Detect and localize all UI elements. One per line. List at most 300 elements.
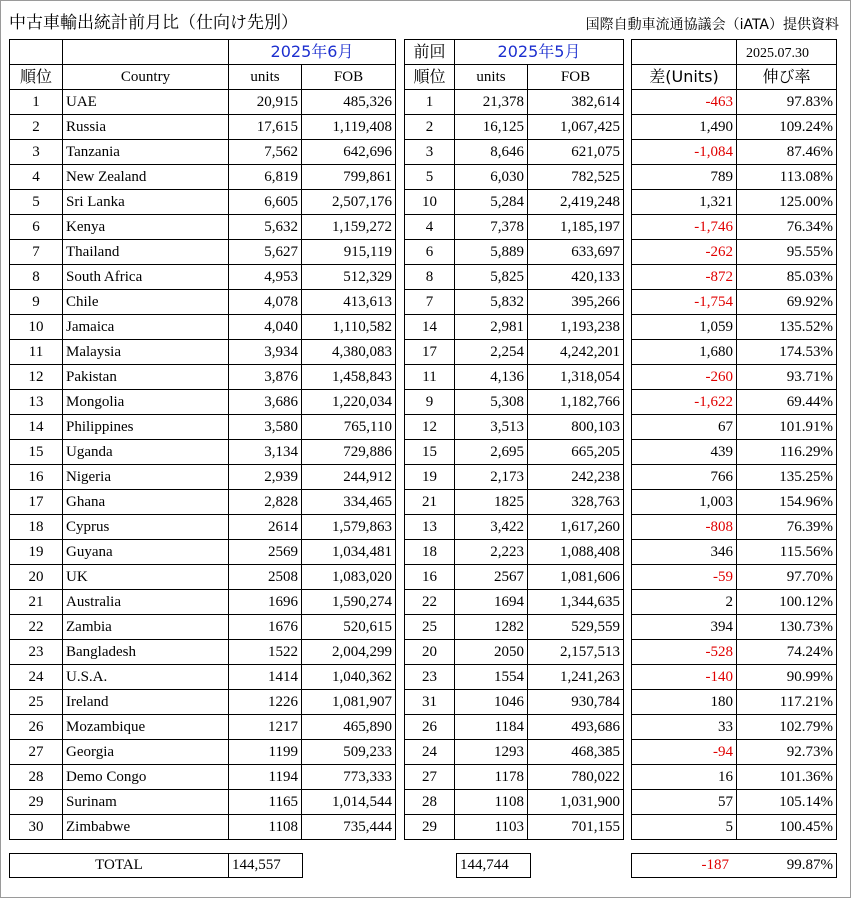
growth-cell: 76.34% <box>737 215 837 240</box>
units-cell: 6,605 <box>229 190 302 215</box>
table-row <box>405 815 624 840</box>
prev-rank-cell: 29 <box>405 815 455 840</box>
prev-rank-cell: 17 <box>405 340 455 365</box>
units-cell: 3,686 <box>229 390 302 415</box>
fob-cell: 485,326 <box>302 90 396 115</box>
prev-units-cell: 5,832 <box>455 290 528 315</box>
diff-cell: -528 <box>632 640 737 665</box>
current-period-header: 2025年6月 <box>229 40 396 65</box>
table-row <box>405 515 624 540</box>
prev-rank-cell: 10 <box>405 190 455 215</box>
prev-rank-cell: 4 <box>405 215 455 240</box>
growth-cell: 69.44% <box>737 390 837 415</box>
country-cell: UK <box>63 565 229 590</box>
fob-cell: 729,886 <box>302 440 396 465</box>
prev-units-cell: 1178 <box>455 765 528 790</box>
previous-month-rows <box>405 90 624 840</box>
country-cell: Philippines <box>63 415 229 440</box>
table-row <box>405 490 624 515</box>
table-row <box>405 215 624 240</box>
table-row <box>10 815 396 840</box>
total-growth: 99.87% <box>786 857 833 873</box>
units-cell: 1194 <box>229 765 302 790</box>
country-cell: Uganda <box>63 440 229 465</box>
table-row <box>10 665 396 690</box>
table-row <box>632 490 837 515</box>
prev-rank-cell: 2 <box>405 115 455 140</box>
prev-rank-cell: 13 <box>405 515 455 540</box>
diff-cell: 439 <box>632 440 737 465</box>
country-cell: Thailand <box>63 240 229 265</box>
prev-units-cell: 2,223 <box>455 540 528 565</box>
table-row <box>10 590 396 615</box>
table-row <box>10 190 396 215</box>
current-month-rows <box>10 90 396 840</box>
table-row <box>632 140 837 165</box>
table-row <box>10 740 396 765</box>
growth-cell: 113.08% <box>737 165 837 190</box>
country-header: Country <box>63 65 229 90</box>
table-row <box>405 290 624 315</box>
table-row <box>10 365 396 390</box>
prev-fob-cell: 2,157,513 <box>528 640 624 665</box>
prev-fob-cell: 1,344,635 <box>528 590 624 615</box>
diff-cell: 789 <box>632 165 737 190</box>
table-row <box>10 215 396 240</box>
prev-units-cell: 1825 <box>455 490 528 515</box>
growth-cell: 97.70% <box>737 565 837 590</box>
total-units: 144,557 <box>228 853 303 878</box>
prev-rank-cell: 25 <box>405 615 455 640</box>
prev-fob-cell: 930,784 <box>528 690 624 715</box>
units-cell: 1414 <box>229 665 302 690</box>
prev-fob-cell: 1,081,606 <box>528 565 624 590</box>
table-row <box>632 765 837 790</box>
prev-units-cell: 1103 <box>455 815 528 840</box>
units-cell: 1226 <box>229 690 302 715</box>
current-month-table <box>9 39 396 840</box>
fob-cell: 1,083,020 <box>302 565 396 590</box>
prev-units-cell: 1046 <box>455 690 528 715</box>
units-cell: 4,078 <box>229 290 302 315</box>
fob-cell: 512,329 <box>302 265 396 290</box>
prev-rank-cell: 22 <box>405 590 455 615</box>
prev-units-cell: 1554 <box>455 665 528 690</box>
prev-rank-cell: 23 <box>405 665 455 690</box>
table-row <box>10 90 396 115</box>
table-row <box>10 615 396 640</box>
table-row <box>405 140 624 165</box>
growth-cell: 87.46% <box>737 140 837 165</box>
table-row <box>632 540 837 565</box>
growth-cell: 92.73% <box>737 740 837 765</box>
table-row <box>405 615 624 640</box>
diff-cell: 394 <box>632 615 737 640</box>
table-row <box>405 790 624 815</box>
table-row <box>632 290 837 315</box>
total-diff: -187 <box>701 857 729 873</box>
growth-header: 伸び率 <box>737 65 837 90</box>
diff-cell: -94 <box>632 740 737 765</box>
total-comparison-box <box>631 853 837 878</box>
units-cell: 5,632 <box>229 215 302 240</box>
units-cell: 1165 <box>229 790 302 815</box>
rank-cell: 29 <box>10 790 63 815</box>
units-cell: 1696 <box>229 590 302 615</box>
growth-cell: 76.39% <box>737 515 837 540</box>
table-row <box>405 115 624 140</box>
rank-cell: 16 <box>10 465 63 490</box>
table-row <box>10 565 396 590</box>
blank-header-cell <box>63 40 229 65</box>
prev-units-cell: 4,136 <box>455 365 528 390</box>
comparison-table <box>631 39 837 840</box>
prev-fob-cell: 665,205 <box>528 440 624 465</box>
table-row <box>632 690 837 715</box>
table-row <box>632 165 837 190</box>
table-row <box>632 115 837 140</box>
table-row <box>405 740 624 765</box>
table-row <box>405 590 624 615</box>
prev-rank-cell: 8 <box>405 265 455 290</box>
country-cell: Nigeria <box>63 465 229 490</box>
units-cell: 1199 <box>229 740 302 765</box>
country-cell: Zambia <box>63 615 229 640</box>
prev-fob-cell: 382,614 <box>528 90 624 115</box>
table-row <box>405 190 624 215</box>
country-cell: Demo Congo <box>63 765 229 790</box>
country-cell: Kenya <box>63 215 229 240</box>
table-row <box>10 690 396 715</box>
diff-cell: 16 <box>632 765 737 790</box>
country-cell: Cyprus <box>63 515 229 540</box>
rank-cell: 25 <box>10 690 63 715</box>
diff-header: 差(Units) <box>632 65 737 90</box>
prev-rank-cell: 7 <box>405 290 455 315</box>
units-cell: 1522 <box>229 640 302 665</box>
table-row <box>632 215 837 240</box>
country-cell: Zimbabwe <box>63 815 229 840</box>
prev-units-cell: 21,378 <box>455 90 528 115</box>
table-row <box>10 165 396 190</box>
prev-rank-cell: 18 <box>405 540 455 565</box>
fob-cell: 1,110,582 <box>302 315 396 340</box>
table-row <box>405 640 624 665</box>
growth-cell: 117.21% <box>737 690 837 715</box>
units-cell: 17,615 <box>229 115 302 140</box>
table-row <box>405 240 624 265</box>
growth-cell: 102.79% <box>737 715 837 740</box>
rank-cell: 17 <box>10 490 63 515</box>
prev-fob-cell: 468,385 <box>528 740 624 765</box>
table-row <box>10 440 396 465</box>
prev-units-cell: 5,889 <box>455 240 528 265</box>
table-row <box>405 415 624 440</box>
prev-fob-cell: 782,525 <box>528 165 624 190</box>
units-cell: 1676 <box>229 615 302 640</box>
table-row <box>405 390 624 415</box>
prev-rank-cell: 9 <box>405 390 455 415</box>
prev-fob-cell: 328,763 <box>528 490 624 515</box>
prev-units-cell: 2567 <box>455 565 528 590</box>
rank-cell: 2 <box>10 115 63 140</box>
prev-units-cell: 1108 <box>455 790 528 815</box>
diff-cell: 1,003 <box>632 490 737 515</box>
fob-cell: 735,444 <box>302 815 396 840</box>
prev-rank-cell: 12 <box>405 415 455 440</box>
table-row <box>405 715 624 740</box>
rank-cell: 12 <box>10 365 63 390</box>
rank-cell: 26 <box>10 715 63 740</box>
table-row <box>632 615 837 640</box>
table-row <box>405 540 624 565</box>
rank-cell: 9 <box>10 290 63 315</box>
prev-units-cell: 8,646 <box>455 140 528 165</box>
table-row <box>10 540 396 565</box>
diff-cell: 1,321 <box>632 190 737 215</box>
rank-cell: 30 <box>10 815 63 840</box>
table-row <box>10 390 396 415</box>
units-cell: 6,819 <box>229 165 302 190</box>
prev-units-cell: 2,981 <box>455 315 528 340</box>
growth-cell: 93.71% <box>737 365 837 390</box>
table-row <box>405 315 624 340</box>
fob-cell: 1,458,843 <box>302 365 396 390</box>
table-row <box>632 465 837 490</box>
fob-cell: 1,081,907 <box>302 690 396 715</box>
diff-cell: -59 <box>632 565 737 590</box>
fob-cell: 1,590,274 <box>302 590 396 615</box>
table-row <box>632 590 837 615</box>
table-row <box>632 240 837 265</box>
prev-rank-cell: 11 <box>405 365 455 390</box>
diff-cell: 67 <box>632 415 737 440</box>
table-row <box>632 190 837 215</box>
prev-fob-cell: 780,022 <box>528 765 624 790</box>
rank-cell: 13 <box>10 390 63 415</box>
rank-cell: 23 <box>10 640 63 665</box>
country-cell: Mozambique <box>63 715 229 740</box>
country-cell: Mongolia <box>63 390 229 415</box>
fob-cell: 1,040,362 <box>302 665 396 690</box>
fob-cell: 915,119 <box>302 240 396 265</box>
diff-cell: -1,622 <box>632 390 737 415</box>
country-cell: Malaysia <box>63 340 229 365</box>
rank-cell: 22 <box>10 615 63 640</box>
growth-cell: 90.99% <box>737 665 837 690</box>
table-row <box>632 815 837 840</box>
growth-cell: 100.12% <box>737 590 837 615</box>
rank-cell: 3 <box>10 140 63 165</box>
diff-cell: 1,490 <box>632 115 737 140</box>
rank-cell: 21 <box>10 590 63 615</box>
growth-cell: 174.53% <box>737 340 837 365</box>
country-cell: Ghana <box>63 490 229 515</box>
country-cell: Guyana <box>63 540 229 565</box>
prev-fob-cell: 1,318,054 <box>528 365 624 390</box>
prev-fob-cell: 395,266 <box>528 290 624 315</box>
table-row <box>632 315 837 340</box>
country-cell: U.S.A. <box>63 665 229 690</box>
table-row <box>405 265 624 290</box>
units-cell: 7,562 <box>229 140 302 165</box>
prev-rank-cell: 19 <box>405 465 455 490</box>
units-cell: 3,876 <box>229 365 302 390</box>
prev-rank-cell: 24 <box>405 740 455 765</box>
prev-rank-header: 順位 <box>405 65 455 90</box>
prev-fob-cell: 4,242,201 <box>528 340 624 365</box>
country-cell: UAE <box>63 90 229 115</box>
country-cell: Sri Lanka <box>63 190 229 215</box>
diff-cell: 1,059 <box>632 315 737 340</box>
prev-units-cell: 5,308 <box>455 390 528 415</box>
table-row <box>405 565 624 590</box>
growth-cell: 74.24% <box>737 640 837 665</box>
fob-cell: 4,380,083 <box>302 340 396 365</box>
prev-units-cell: 5,825 <box>455 265 528 290</box>
table-row <box>10 465 396 490</box>
prev-units-cell: 5,284 <box>455 190 528 215</box>
table-row <box>405 440 624 465</box>
units-cell: 2569 <box>229 540 302 565</box>
diff-cell: -1,746 <box>632 215 737 240</box>
growth-cell: 116.29% <box>737 440 837 465</box>
prev-fob-cell: 1,067,425 <box>528 115 624 140</box>
country-cell: Bangladesh <box>63 640 229 665</box>
units-cell: 1217 <box>229 715 302 740</box>
fob-cell: 1,014,544 <box>302 790 396 815</box>
table-row <box>10 240 396 265</box>
growth-cell: 125.00% <box>737 190 837 215</box>
prev-fob-cell: 1,193,238 <box>528 315 624 340</box>
units-cell: 2,828 <box>229 490 302 515</box>
prev-rank-cell: 31 <box>405 690 455 715</box>
rank-cell: 19 <box>10 540 63 565</box>
table-row <box>10 115 396 140</box>
units-cell: 5,627 <box>229 240 302 265</box>
prev-units-cell: 2,254 <box>455 340 528 365</box>
growth-cell: 69.92% <box>737 290 837 315</box>
country-cell: Surinam <box>63 790 229 815</box>
country-cell: Georgia <box>63 740 229 765</box>
rank-cell: 10 <box>10 315 63 340</box>
total-label: TOTAL <box>9 853 229 878</box>
table-row <box>10 290 396 315</box>
fob-cell: 520,615 <box>302 615 396 640</box>
table-row <box>10 265 396 290</box>
rank-header: 順位 <box>10 65 63 90</box>
units-cell: 3,134 <box>229 440 302 465</box>
table-row <box>632 340 837 365</box>
country-cell: Russia <box>63 115 229 140</box>
table-row <box>405 90 624 115</box>
table-row <box>632 565 837 590</box>
prev-rank-cell: 14 <box>405 315 455 340</box>
growth-cell: 109.24% <box>737 115 837 140</box>
prev-units-cell: 1184 <box>455 715 528 740</box>
rank-cell: 15 <box>10 440 63 465</box>
total-prev-units: 144,744 <box>456 853 531 878</box>
table-row <box>632 390 837 415</box>
prev-units-cell: 16,125 <box>455 115 528 140</box>
report-date: 2025.07.30 <box>746 46 809 61</box>
prev-fob-cell: 493,686 <box>528 715 624 740</box>
units-cell: 4,953 <box>229 265 302 290</box>
table-row <box>632 440 837 465</box>
table-row <box>632 415 837 440</box>
diff-cell: 346 <box>632 540 737 565</box>
diff-cell: 1,680 <box>632 340 737 365</box>
rank-cell: 18 <box>10 515 63 540</box>
prev-fob-cell: 633,697 <box>528 240 624 265</box>
source-note: 国際自動車流通協議会（iATA）提供資料 <box>585 17 839 33</box>
fob-cell: 244,912 <box>302 465 396 490</box>
units-cell: 3,580 <box>229 415 302 440</box>
rank-cell: 5 <box>10 190 63 215</box>
diff-cell: -1,084 <box>632 140 737 165</box>
prev-fob-cell: 1,241,263 <box>528 665 624 690</box>
blank-header-cell <box>10 40 63 65</box>
units-cell: 20,915 <box>229 90 302 115</box>
prev-units-cell: 7,378 <box>455 215 528 240</box>
fob-cell: 465,890 <box>302 715 396 740</box>
table-row <box>632 740 837 765</box>
diff-cell: -140 <box>632 665 737 690</box>
table-row <box>632 665 837 690</box>
prev-fob-cell: 420,133 <box>528 265 624 290</box>
page-title: 中古車輸出統計前月比（仕向け先別） <box>9 13 298 33</box>
prev-units-cell: 3,422 <box>455 515 528 540</box>
rank-cell: 24 <box>10 665 63 690</box>
table-row <box>405 465 624 490</box>
fob-cell: 765,110 <box>302 415 396 440</box>
units-cell: 2508 <box>229 565 302 590</box>
prev-rank-cell: 26 <box>405 715 455 740</box>
prev-units-cell: 6,030 <box>455 165 528 190</box>
prev-fob-header: FOB <box>528 65 624 90</box>
prev-fob-cell: 800,103 <box>528 415 624 440</box>
table-row <box>10 515 396 540</box>
fob-cell: 1,159,272 <box>302 215 396 240</box>
prev-fob-cell: 1,031,900 <box>528 790 624 815</box>
fob-cell: 334,465 <box>302 490 396 515</box>
prev-rank-cell: 3 <box>405 140 455 165</box>
prev-rank-cell: 27 <box>405 765 455 790</box>
table-row <box>405 340 624 365</box>
table-row <box>10 765 396 790</box>
fob-cell: 1,119,408 <box>302 115 396 140</box>
table-row <box>10 315 396 340</box>
table-row <box>405 665 624 690</box>
table-row <box>10 140 396 165</box>
rank-cell: 4 <box>10 165 63 190</box>
previous-period-header: 2025年5月 <box>455 40 624 65</box>
prev-units-cell: 2,173 <box>455 465 528 490</box>
fob-header: FOB <box>302 65 396 90</box>
country-cell: Pakistan <box>63 365 229 390</box>
fob-cell: 1,220,034 <box>302 390 396 415</box>
table-row <box>632 715 837 740</box>
prev-fob-cell: 621,075 <box>528 140 624 165</box>
table-row <box>632 90 837 115</box>
fob-cell: 1,579,863 <box>302 515 396 540</box>
rank-cell: 28 <box>10 765 63 790</box>
prev-fob-cell: 2,419,248 <box>528 190 624 215</box>
growth-cell: 101.36% <box>737 765 837 790</box>
table-row <box>10 640 396 665</box>
prev-units-cell: 2050 <box>455 640 528 665</box>
prev-rank-cell: 16 <box>405 565 455 590</box>
